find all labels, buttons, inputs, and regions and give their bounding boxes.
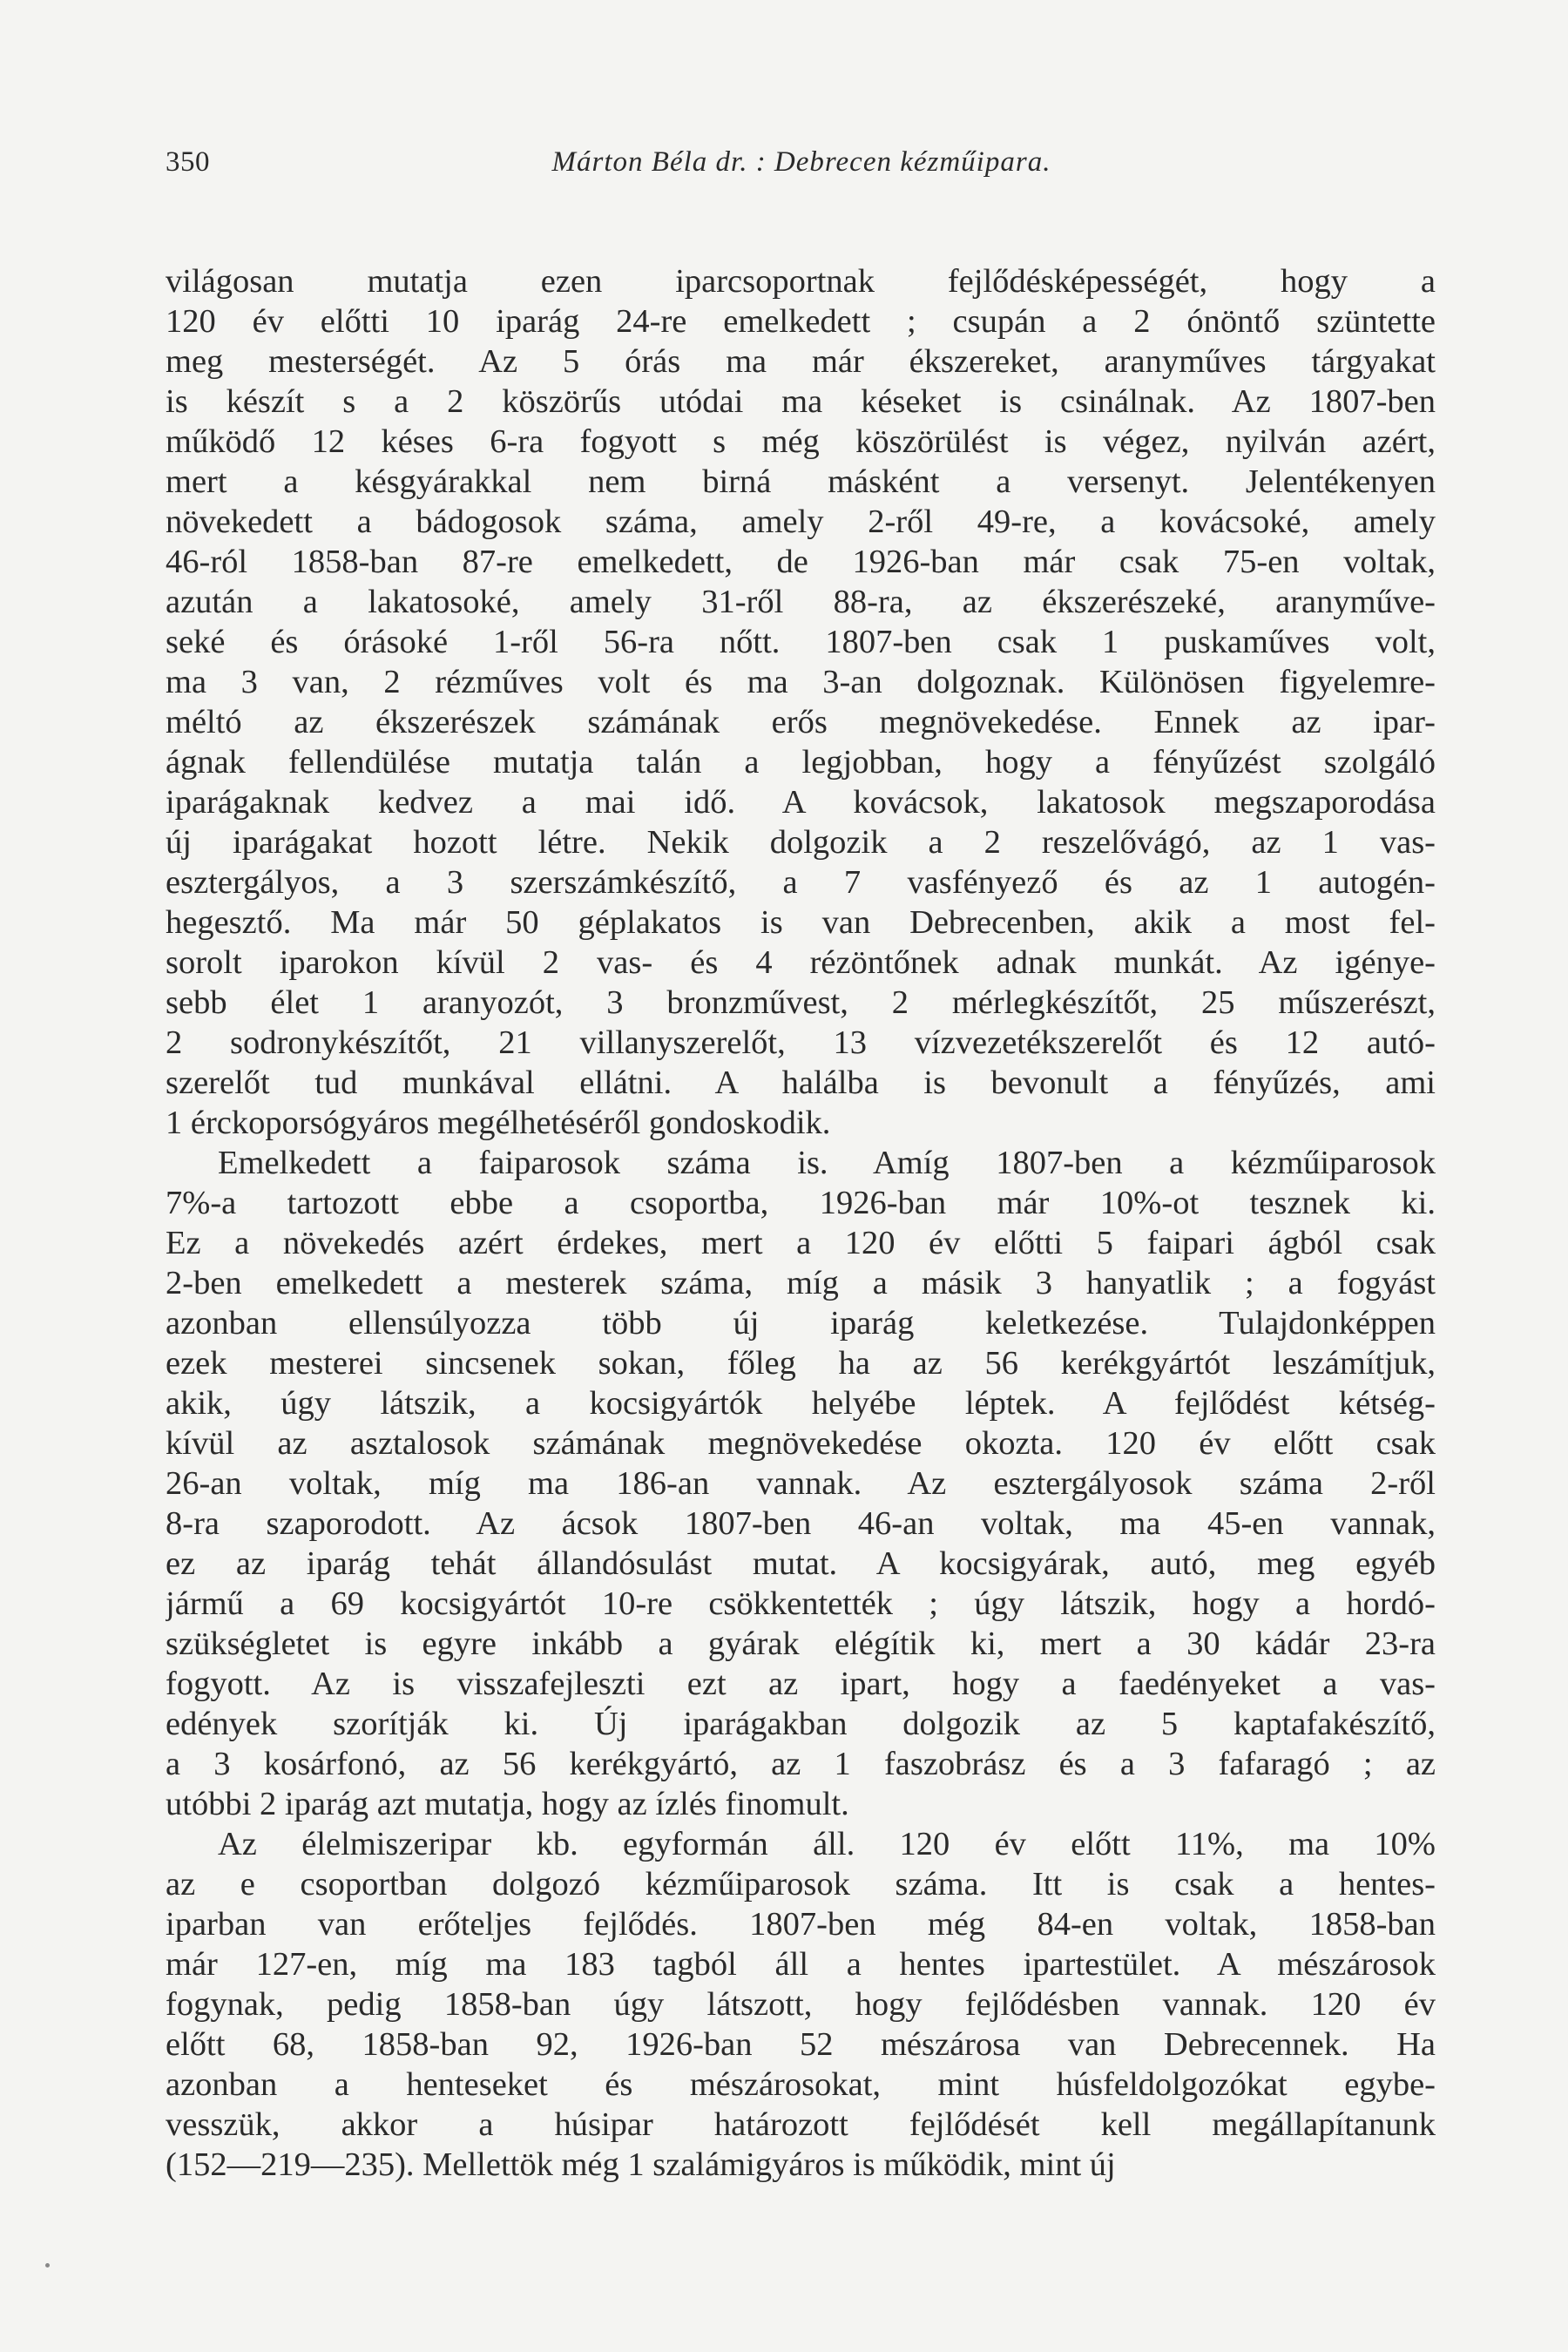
text-line: előtt 68, 1858-ban 92, 1926-ban 52 mészárosa van Debrecennek. Ha [166, 2026, 1436, 2063]
text-line: meg mesterségét. Az 5 órás ma már ékszereket, aranyműves tárgyakat [166, 343, 1436, 380]
text-line: azonban a henteseket és mészárosokat, mint húsfeldolgozókat egybe- [166, 2066, 1436, 2103]
text-line: világosan mutatja ezen iparcsoportnak fejlődésképességét, hogy a [166, 263, 1436, 300]
text-line: 1 érckoporsógyáros megélhetéséről gondoskodik. [166, 1105, 831, 1141]
paragraph [166, 1143, 1436, 1824]
text-line: azonban ellensúlyozza több új iparág keletkezése. Tulajdonképpen [166, 1305, 1436, 1342]
text-line: az e csoportban dolgozó kézműiparosok száma. Itt is csak a hentes- [166, 1866, 1436, 1903]
text-line: méltó az ékszerészek számának erős megnövekedése. Ennek az ipar- [166, 704, 1436, 740]
page-number: 350 [166, 146, 210, 178]
text-line: Az élelmiszeripar kb. egyformán áll. 120 év előtt 11%, ma 10% [218, 1826, 1436, 1862]
text-line: 120 év előtti 10 iparág 24-re emelkedett ; csupán a 2 ónöntő szüntette [166, 303, 1436, 340]
text-line: szükségletet is egyre inkább a gyárak elégítik ki, mert a 30 kádár 23-ra [166, 1625, 1436, 1662]
text-line: (152—219—235). Mellettök még 1 szalámigyáros is működik, mint új [166, 2146, 1116, 2183]
text-line: szerelőt tud munkával ellátni. A halálba is bevonult a fényűzés, ami [166, 1064, 1436, 1101]
text-line: működő 12 késes 6-ra fogyott s még köszörülést is végez, nyilván azért, [166, 423, 1436, 460]
text-line: edények szorítják ki. Új iparágakban dolgozik az 5 kaptafakészítő, [166, 1706, 1436, 1742]
text-line: a 3 kosárfonó, az 56 kerékgyártó, az 1 faszobrász és a 3 fafaragó ; az [166, 1746, 1436, 1782]
text-line: 7%-a tartozott ebbe a csoportba, 1926-ban már 10%-ot tesznek ki. [166, 1185, 1436, 1221]
text-line: iparágaknak kedvez a mai idő. A kovácsok, lakatosok megszaporodása [166, 784, 1436, 821]
text-line: kívül az asztalosok számának megnövekedése okozta. 120 év előtt csak [166, 1425, 1436, 1462]
text-line: új iparágakat hozott létre. Nekik dolgozik a 2 reszelővágó, az 1 vas- [166, 824, 1436, 861]
text-line: fogyott. Az is visszafejleszti ezt az ipart, hogy a faedényeket a vas- [166, 1666, 1436, 1702]
text-line: jármű a 69 kocsigyártót 10-re csökkentették ; úgy látszik, hogy a hordó- [166, 1585, 1436, 1622]
text-line: 8-ra szaporodott. Az ácsok 1807-ben 46-an voltak, ma 45-en vannak, [166, 1505, 1436, 1542]
text-line: is készít s a 2 köszörűs utódai ma késeket is csinálnak. Az 1807-ben [166, 383, 1436, 420]
paragraph [166, 1824, 1436, 2185]
text-line: mert a késgyárakkal nem birná másként a versenyt. Jelentékenyen [166, 463, 1436, 500]
text-line: Emelkedett a faiparosok száma is. Amíg 1807-ben a kézműiparosok [218, 1145, 1436, 1181]
text-line: akik, úgy látszik, a kocsigyártók helyébe léptek. A fejlődést kétség- [166, 1385, 1436, 1422]
page-header [166, 146, 1437, 190]
text-line: ma 3 van, 2 rézműves volt és ma 3-an dolgoznak. Különösen figyelemre- [166, 664, 1436, 700]
text-line: 26-an voltak, míg ma 186-an vannak. Az esztergályosok száma 2-ről [166, 1465, 1436, 1502]
text-line: vesszük, akkor a húsipar határozott fejlődését kell megállapítanunk [166, 2106, 1436, 2143]
text-line: seké és órásoké 1-ről 56-ra nőtt. 1807-ben csak 1 puskaműves volt, [166, 624, 1436, 660]
text-line: hegesztő. Ma már 50 géplakatos is van Debrecenben, akik a most fel- [166, 904, 1436, 941]
text-line: ezek mesterei sincsenek sokan, főleg ha az 56 kerékgyártót leszámítjuk, [166, 1345, 1436, 1382]
text-line: Ez a növekedés azért érdekes, mert a 120 év előtti 5 faipari ágból csak [166, 1225, 1436, 1261]
text-line: ágnak fellendülése mutatja talán a legjobban, hogy a fényűzést szolgáló [166, 744, 1436, 781]
text-line: fogynak, pedig 1858-ban úgy látszott, hogy fejlődésben vannak. 120 év [166, 1986, 1436, 2023]
text-line: már 127-en, míg ma 183 tagból áll a hentes ipartestület. A mészárosok [166, 1946, 1436, 1983]
text-line: ez az iparág tehát állandósulást mutat. A kocsigyárak, autó, meg egyéb [166, 1545, 1436, 1582]
text-line: növekedett a bádogosok száma, amely 2-ről 49-re, a kovácsoké, amely [166, 504, 1436, 540]
text-line: esztergályos, a 3 szerszámkészítő, a 7 vasfényező és az 1 autogén- [166, 864, 1436, 901]
text-line: 2 sodronykészítőt, 21 villanyszerelőt, 13 vízvezetékszerelőt és 12 autó- [166, 1024, 1436, 1061]
body-text [166, 261, 1436, 2185]
paper-speck [45, 2263, 50, 2268]
text-line: sebb élet 1 aranyozót, 3 bronzművest, 2 mérlegkészítőt, 25 műszerészt, [166, 984, 1436, 1021]
running-title: Márton Béla dr. : Debrecen kézműipara. [551, 146, 1051, 178]
text-line: utóbbi 2 iparág azt mutatja, hogy az ízlés finomult. [166, 1786, 849, 1822]
text-line: azután a lakatosoké, amely 31-ről 88-ra, az ékszerészeké, aranyműve- [166, 584, 1436, 620]
text-line: 2-ben emelkedett a mesterek száma, míg a másik 3 hanyatlik ; a fogyást [166, 1265, 1436, 1301]
text-line: 46-ról 1858-ban 87-re emelkedett, de 1926-ban már csak 75-en voltak, [166, 544, 1436, 580]
paragraph [166, 261, 1436, 1143]
text-line: sorolt iparokon kívül 2 vas- és 4 rézöntőnek adnak munkát. Az igénye- [166, 944, 1436, 981]
text-line: iparban van erőteljes fejlődés. 1807-ben még 84-en voltak, 1858-ban [166, 1906, 1436, 1943]
